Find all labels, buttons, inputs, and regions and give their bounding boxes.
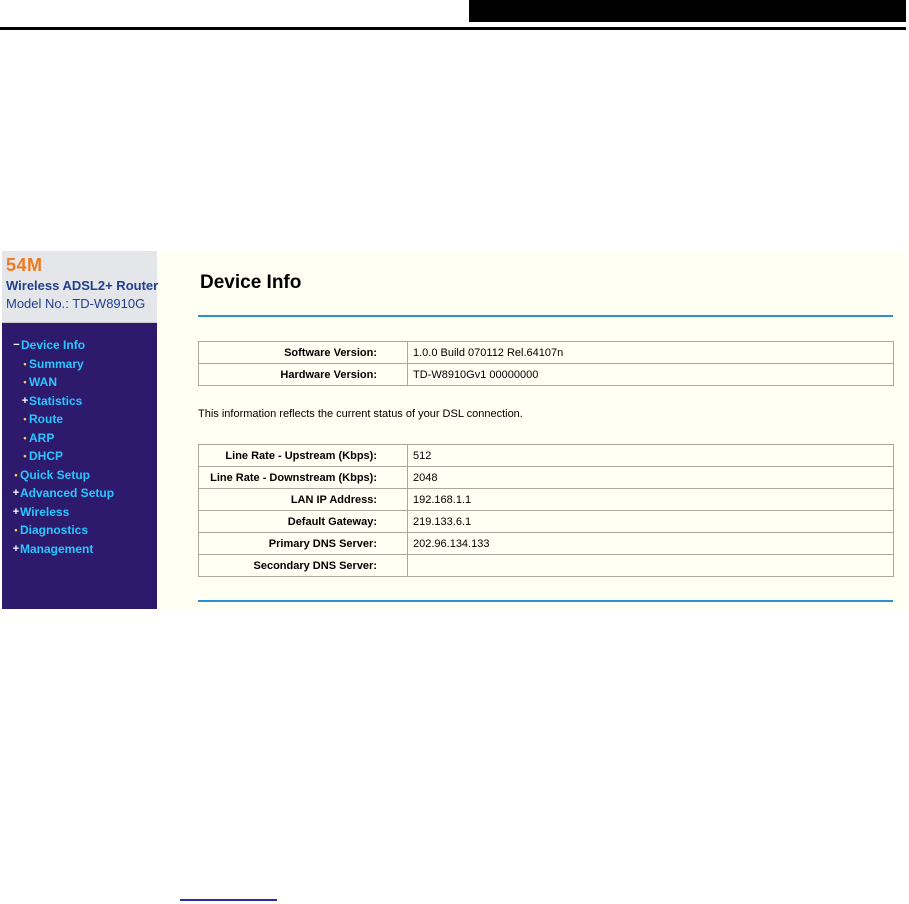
table-row	[199, 511, 894, 533]
version-table	[198, 341, 894, 386]
menu-label: Summary	[29, 357, 84, 371]
field-value: 202.96.134.133	[408, 533, 894, 555]
menu-item-arp[interactable]	[21, 430, 54, 446]
menu-label: Advanced Setup	[20, 486, 115, 500]
menu-item-management[interactable]	[12, 541, 93, 557]
menu-item-wireless[interactable]	[12, 504, 69, 520]
menu-item-diagnostics[interactable]	[12, 522, 88, 538]
menu-label: Wireless	[20, 505, 70, 519]
field-value: 2048	[408, 467, 894, 489]
bottom-divider	[198, 600, 893, 602]
menu-item-quick-setup[interactable]	[12, 467, 90, 483]
model-number: TD-W8910G	[72, 296, 146, 311]
menu-label: Statistics	[29, 394, 83, 408]
title-divider	[198, 315, 893, 317]
table-row	[199, 445, 894, 467]
model-label: Model No.:	[6, 296, 69, 311]
menu-item-dhcp[interactable]	[21, 448, 63, 464]
menu-label: Route	[29, 412, 63, 426]
table-row	[199, 467, 894, 489]
field-value: 219.133.6.1	[408, 511, 894, 533]
collapse-icon: −	[13, 339, 20, 351]
expand-icon: +	[12, 506, 20, 518]
bullet-icon: •	[23, 414, 27, 424]
bullet-icon: •	[23, 451, 27, 461]
bullet-icon: •	[14, 525, 18, 535]
menu-item-advanced-setup[interactable]	[12, 485, 114, 501]
field-label: Default Gateway:	[199, 511, 408, 533]
link-underline[interactable]	[180, 899, 277, 901]
status-table	[198, 444, 894, 577]
field-label: Primary DNS Server:	[199, 533, 408, 555]
field-label: Hardware Version:	[199, 364, 408, 386]
sidebar-menu	[2, 323, 157, 609]
menu-label: ARP	[29, 431, 55, 445]
menu-item-device-info[interactable]	[12, 337, 85, 353]
field-label: Line Rate - Upstream (Kbps):	[199, 445, 408, 467]
field-value: 1.0.0 Build 070112 Rel.64107n	[408, 342, 894, 364]
page-title: Device Info	[200, 272, 302, 293]
field-label: Software Version:	[199, 342, 408, 364]
field-value	[408, 555, 894, 577]
bullet-icon: •	[14, 470, 18, 480]
field-value: TD-W8910Gv1 00000000	[408, 364, 894, 386]
field-value: 512	[408, 445, 894, 467]
field-label: Secondary DNS Server:	[199, 555, 408, 577]
table-row	[199, 489, 894, 511]
menu-label: Quick Setup	[20, 468, 91, 482]
bullet-icon: •	[23, 377, 27, 387]
table-row	[199, 555, 894, 577]
menu-label: WAN	[29, 375, 57, 389]
brand-panel	[2, 251, 157, 323]
brand-product-name: Wireless ADSL2+ Router	[6, 278, 159, 293]
table-row	[199, 364, 894, 386]
table-row	[199, 533, 894, 555]
header-rule	[0, 27, 906, 30]
menu-label: Management	[20, 542, 94, 556]
main-content	[157, 251, 907, 609]
field-value: 192.168.1.1	[408, 489, 894, 511]
menu-label: Diagnostics	[20, 523, 89, 537]
field-label: LAN IP Address:	[199, 489, 408, 511]
menu-label: DHCP	[29, 449, 64, 463]
menu-item-statistics[interactable]	[21, 393, 82, 409]
expand-icon: +	[21, 395, 29, 407]
table-row	[199, 342, 894, 364]
expand-icon: +	[12, 487, 20, 499]
router-screenshot	[2, 251, 907, 609]
expand-icon: +	[12, 543, 20, 555]
menu-item-wan[interactable]	[21, 374, 57, 390]
header-black-bar	[469, 0, 906, 22]
status-note: This information reflects the current status of your DSL connection.	[198, 408, 523, 420]
field-label: Line Rate - Downstream (Kbps):	[199, 467, 408, 489]
menu-item-route[interactable]	[21, 411, 63, 427]
brand-speed: 54M	[6, 255, 43, 275]
menu-label: Device Info	[21, 338, 86, 352]
bullet-icon: •	[23, 433, 27, 443]
bullet-icon: •	[23, 359, 27, 369]
brand-model-line	[6, 296, 145, 311]
menu-item-summary[interactable]	[21, 356, 84, 372]
